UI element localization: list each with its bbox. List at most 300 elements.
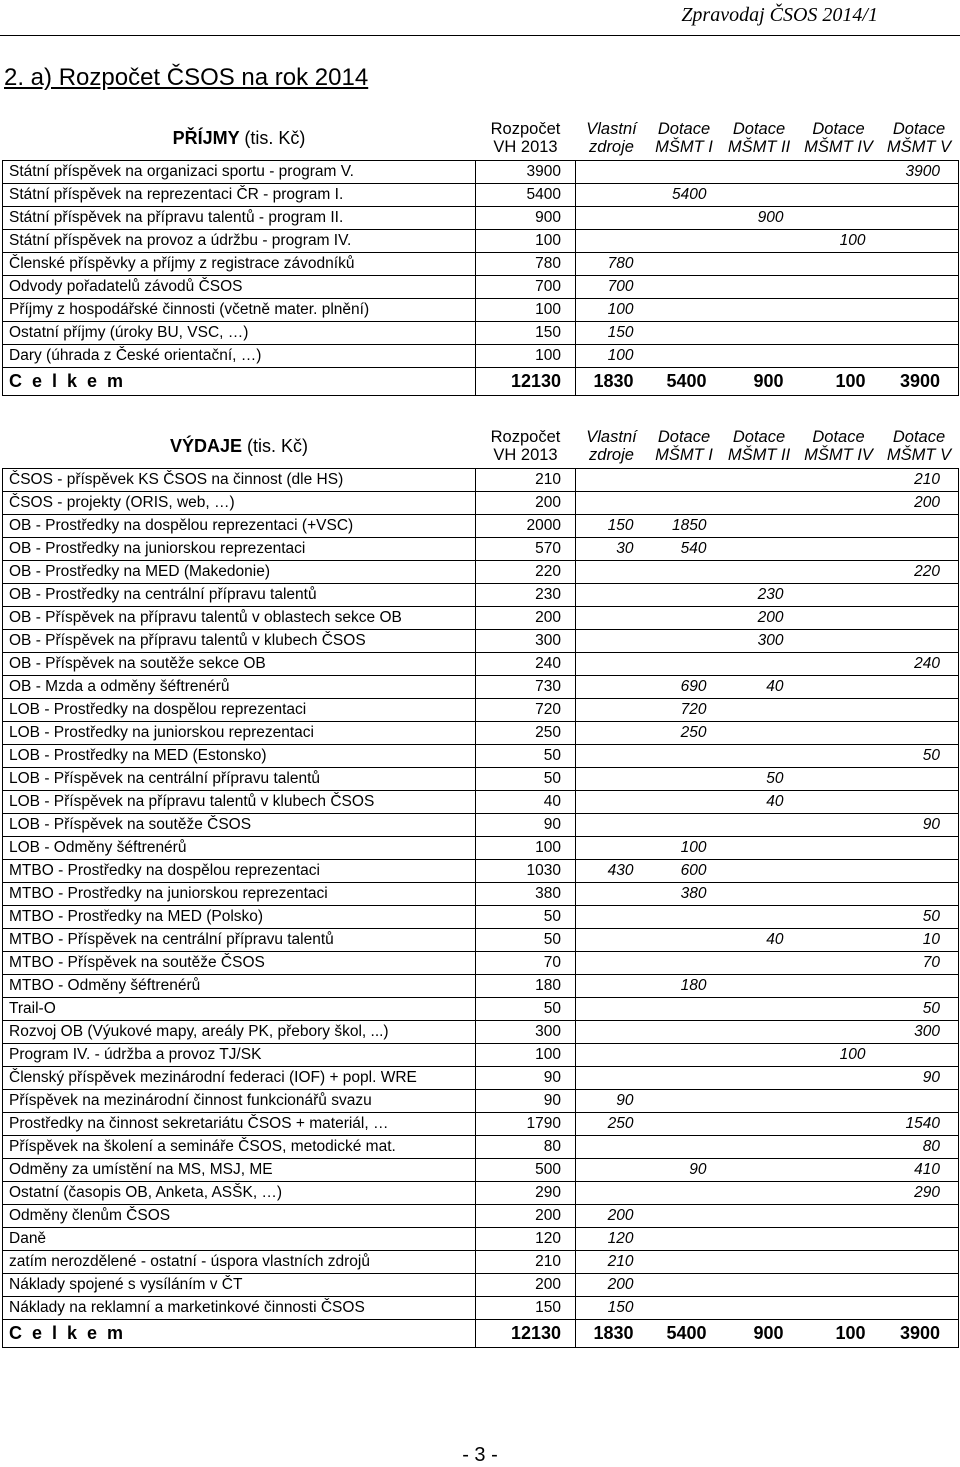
row-label: Státní příspěvek na organizaci sportu - program V. [3,161,476,184]
amount-cell [721,814,798,837]
amount-cell [648,276,721,299]
amount-cell [576,768,648,791]
amount-cell [576,1159,648,1182]
expense-unit: (tis. Kč) [247,436,309,456]
row-label: OB - Prostředky na juniorskou reprezentaci [3,538,476,561]
amount-cell [721,469,798,492]
amount-cell [798,607,880,630]
row-label: OB - Mzda a odměny šéftrenérů [3,676,476,699]
row-label: MTBO - Příspěvek na soutěže ČSOS [3,952,476,975]
amount-cell: 2000 [476,515,576,538]
income-title-cell [3,116,476,161]
amount-cell [721,975,798,998]
amount-cell [648,1113,721,1136]
column-header [880,424,959,469]
amount-cell: 80 [880,1136,959,1159]
amount-cell [798,1159,880,1182]
amount-cell [798,492,880,515]
amount-cell [648,814,721,837]
amount-cell: 1850 [648,515,721,538]
amount-cell: 720 [476,699,576,722]
amount-cell [880,538,959,561]
amount-cell: 150 [576,1297,648,1320]
income-table [2,116,959,396]
amount-cell: 210 [476,469,576,492]
amount-cell [648,1182,721,1205]
amount-cell: 1030 [476,860,576,883]
amount-cell [798,768,880,791]
amount-cell: 70 [476,952,576,975]
column-header [576,424,648,469]
table-row [3,883,959,906]
amount-cell [576,161,648,184]
amount-cell: 100 [798,230,880,253]
table-row [3,653,959,676]
amount-cell [721,883,798,906]
amount-cell [798,1067,880,1090]
amount-cell: 100 [576,345,648,368]
table-row [3,1205,959,1228]
amount-cell: 1790 [476,1113,576,1136]
amount-cell [798,653,880,676]
expense-table [2,424,959,1348]
amount-cell [721,653,798,676]
total-value: 5400 [648,368,721,396]
amount-cell [576,561,648,584]
row-label: MTBO - Prostředky na juniorskou reprezentaci [3,883,476,906]
row-label: MTBO - Prostředky na MED (Polsko) [3,906,476,929]
amount-cell [798,952,880,975]
column-header [798,424,880,469]
amount-cell: 1540 [880,1113,959,1136]
amount-cell [648,1274,721,1297]
amount-cell [880,230,959,253]
column-header-line1: Vlastní [586,428,637,446]
amount-cell: 720 [648,699,721,722]
amount-cell [798,276,880,299]
column-header-line1: Dotace [732,428,786,446]
amount-cell [576,630,648,653]
table-row [3,998,959,1021]
amount-cell: 3900 [880,161,959,184]
amount-cell: 200 [721,607,798,630]
amount-cell [648,998,721,1021]
amount-cell: 5400 [648,184,721,207]
column-header-line1: Rozpočet [490,120,561,138]
amount-cell [798,515,880,538]
table-row [3,207,959,230]
amount-cell [798,561,880,584]
amount-cell: 250 [476,722,576,745]
amount-cell: 200 [880,492,959,515]
amount-cell [576,1044,648,1067]
table-row [3,492,959,515]
row-label: Trail-O [3,998,476,1021]
table-row [3,584,959,607]
amount-cell: 70 [880,952,959,975]
row-label: ČSOS - příspěvek KS ČSOS na činnost (dle HS) [3,469,476,492]
row-label: Dary (úhrada z České orientační, …) [3,345,476,368]
row-label: MTBO - Příspěvek na centrální přípravu talentů [3,929,476,952]
table-row [3,276,959,299]
column-header-line2: VH 2013 [493,138,558,156]
table-row [3,538,959,561]
header-rule [0,35,960,36]
amount-cell: 250 [576,1113,648,1136]
amount-cell [798,860,880,883]
amount-cell [880,837,959,860]
row-label: MTBO - Odměny šéftrenérů [3,975,476,998]
table-row [3,722,959,745]
amount-cell: 50 [476,998,576,1021]
amount-cell: 100 [476,345,576,368]
amount-cell [576,883,648,906]
amount-cell: 500 [476,1159,576,1182]
amount-cell: 100 [476,299,576,322]
amount-cell: 210 [880,469,959,492]
amount-cell [576,653,648,676]
amount-cell [880,184,959,207]
table-row [3,253,959,276]
amount-cell [880,1228,959,1251]
amount-cell [576,1067,648,1090]
amount-cell: 5400 [476,184,576,207]
table-row [3,699,959,722]
total-row [3,1320,959,1348]
amount-cell [798,814,880,837]
amount-cell [721,492,798,515]
amount-cell [648,607,721,630]
amount-cell [648,1297,721,1320]
amount-cell [576,952,648,975]
row-label: OB - Příspěvek na soutěže sekce OB [3,653,476,676]
amount-cell: 90 [648,1159,721,1182]
amount-cell [880,722,959,745]
row-label: Ostatní příjmy (úroky BU, VSC, …) [3,322,476,345]
column-header-line1: Vlastní [586,120,637,138]
amount-cell [576,469,648,492]
amount-cell: 240 [476,653,576,676]
total-value: 1830 [576,368,648,396]
amount-cell [576,906,648,929]
amount-cell [648,745,721,768]
column-header-line2: zdroje [589,446,634,464]
amount-cell [798,906,880,929]
amount-cell: 300 [721,630,798,653]
amount-cell [648,906,721,929]
amount-cell [721,515,798,538]
row-label: Odvody pořadatelů závodů ČSOS [3,276,476,299]
amount-cell [798,1251,880,1274]
amount-cell [721,345,798,368]
table-row [3,299,959,322]
amount-cell: 210 [476,1251,576,1274]
amount-cell: 3900 [476,161,576,184]
amount-cell [721,322,798,345]
table-row [3,469,959,492]
row-label: LOB - Prostředky na juniorskou reprezentaci [3,722,476,745]
total-label: C e l k e m [3,368,476,396]
amount-cell [798,1205,880,1228]
amount-cell [648,253,721,276]
amount-cell [576,230,648,253]
amount-cell: 100 [476,1044,576,1067]
column-header-line2: MŠMT I [655,446,713,464]
amount-cell [576,837,648,860]
column-header [648,424,721,469]
table-row [3,745,959,768]
amount-cell [648,584,721,607]
amount-cell [798,791,880,814]
amount-cell: 150 [476,322,576,345]
column-header-line2: MŠMT II [727,446,791,464]
amount-cell: 200 [476,1274,576,1297]
amount-cell [721,1090,798,1113]
amount-cell: 200 [576,1274,648,1297]
amount-cell: 50 [880,906,959,929]
column-header-line2: MŠMT IV [804,446,873,464]
amount-cell [648,1251,721,1274]
row-label: Odměny členům ČSOS [3,1205,476,1228]
amount-cell [721,1159,798,1182]
amount-cell: 780 [476,253,576,276]
amount-cell [880,515,959,538]
row-label: Státní příspěvek na přípravu talentů - program II. [3,207,476,230]
amount-cell: 230 [721,584,798,607]
amount-cell: 730 [476,676,576,699]
amount-cell: 90 [880,1067,959,1090]
row-label: MTBO - Prostředky na dospělou reprezentaci [3,860,476,883]
row-label: OB - Příspěvek na přípravu talentů v klubech ČSOS [3,630,476,653]
amount-cell [880,299,959,322]
page-number: - 3 - [462,1444,498,1466]
amount-cell [721,276,798,299]
row-label: LOB - Příspěvek na centrální přípravu talentů [3,768,476,791]
row-label: OB - Prostředky na MED (Makedonie) [3,561,476,584]
amount-cell: 90 [476,1067,576,1090]
amount-cell [721,299,798,322]
table-row [3,837,959,860]
amount-cell [576,207,648,230]
amount-cell: 50 [476,929,576,952]
column-header-line2: MŠMT I [655,138,713,156]
amount-cell: 100 [476,230,576,253]
amount-cell [880,676,959,699]
amount-cell [798,929,880,952]
total-row [3,368,959,396]
total-value: 100 [798,1320,880,1348]
total-value: 900 [721,368,798,396]
amount-cell [880,207,959,230]
amount-cell: 690 [648,676,721,699]
row-label: OB - Prostředky na dospělou reprezentaci (+VSC) [3,515,476,538]
column-header-line1: Dotace [892,428,946,446]
amount-cell [721,1136,798,1159]
amount-cell: 300 [476,630,576,653]
amount-cell [721,1274,798,1297]
amount-cell: 10 [880,929,959,952]
column-header-line2: VH 2013 [493,446,558,464]
amount-cell [576,676,648,699]
amount-cell [648,1090,721,1113]
amount-cell: 120 [576,1228,648,1251]
amount-cell: 50 [476,768,576,791]
amount-cell: 90 [476,814,576,837]
amount-cell [576,1021,648,1044]
amount-cell: 100 [476,837,576,860]
amount-cell [648,1136,721,1159]
row-label: OB - Příspěvek na přípravu talentů v oblastech sekce OB [3,607,476,630]
amount-cell: 150 [576,322,648,345]
amount-cell [798,1274,880,1297]
amount-cell [721,998,798,1021]
column-header-line1: Dotace [892,120,946,138]
amount-cell [798,745,880,768]
row-label: Rozvoj OB (Výukové mapy, areály PK, přebory škol, ...) [3,1021,476,1044]
table-row [3,1044,959,1067]
amount-cell [721,837,798,860]
row-label: Státní příspěvek na reprezentaci ČR - program I. [3,184,476,207]
amount-cell [721,1228,798,1251]
amount-cell: 290 [880,1182,959,1205]
amount-cell [648,1044,721,1067]
amount-cell: 430 [576,860,648,883]
amount-cell [648,345,721,368]
amount-cell: 200 [476,607,576,630]
amount-cell: 230 [476,584,576,607]
column-header-line1: Dotace [812,428,865,446]
total-value: 5400 [648,1320,721,1348]
row-label: Členský příspěvek mezinárodní federaci (IOF) + popl. WRE [3,1067,476,1090]
amount-cell [648,1205,721,1228]
column-header-line1: Rozpočet [490,428,561,446]
amount-cell [880,322,959,345]
income-title: PŘÍJMY [172,128,240,148]
table-row [3,607,959,630]
amount-cell [880,584,959,607]
amount-cell: 200 [576,1205,648,1228]
row-label: Příjmy z hospodářské činnosti (včetně mater. plnění) [3,299,476,322]
amount-cell [880,860,959,883]
amount-cell [576,184,648,207]
amount-cell [648,561,721,584]
amount-cell: 100 [648,837,721,860]
amount-cell [880,345,959,368]
amount-cell [798,837,880,860]
amount-cell [721,1182,798,1205]
column-header [476,424,576,469]
table-row [3,860,959,883]
amount-cell [798,299,880,322]
amount-cell [721,161,798,184]
column-header-line1: Dotace [657,428,711,446]
amount-cell [648,492,721,515]
column-header-line2: MŠMT V [886,138,952,156]
amount-cell [721,860,798,883]
table-row [3,768,959,791]
amount-cell: 100 [798,1044,880,1067]
amount-cell: 300 [880,1021,959,1044]
amount-cell: 220 [880,561,959,584]
amount-cell [576,745,648,768]
amount-cell [721,1021,798,1044]
amount-cell [648,161,721,184]
table-row [3,791,959,814]
table-row [3,929,959,952]
amount-cell: 220 [476,561,576,584]
amount-cell [721,538,798,561]
amount-cell [880,1251,959,1274]
table-row [3,630,959,653]
amount-cell [576,975,648,998]
table-row [3,230,959,253]
amount-cell [648,653,721,676]
amount-cell [648,791,721,814]
amount-cell [798,584,880,607]
amount-cell [721,906,798,929]
amount-cell [880,1274,959,1297]
column-header [721,424,798,469]
amount-cell [576,814,648,837]
amount-cell [721,1044,798,1067]
amount-cell [798,1021,880,1044]
amount-cell [798,253,880,276]
amount-cell: 600 [648,860,721,883]
row-label: Náklady spojené s vysíláním v ČT [3,1274,476,1297]
row-label: Ostatní (časopis OB, Anketa, ASŠK, …) [3,1182,476,1205]
amount-cell: 40 [721,676,798,699]
row-label: Odměny za umístění na MS, MSJ, ME [3,1159,476,1182]
table-row [3,1297,959,1320]
amount-cell [880,607,959,630]
amount-cell: 780 [576,253,648,276]
amount-cell: 200 [476,492,576,515]
table-row [3,952,959,975]
table-row [3,1274,959,1297]
amount-cell: 540 [648,538,721,561]
table-row [3,1159,959,1182]
column-header-line2: MŠMT V [886,446,952,464]
amount-cell [798,207,880,230]
amount-cell: 90 [880,814,959,837]
amount-cell: 250 [648,722,721,745]
row-label: zatím nerozdělené - ostatní - úspora vlastních zdrojů [3,1251,476,1274]
amount-cell [798,1228,880,1251]
table-row [3,1136,959,1159]
amount-cell [798,630,880,653]
row-label: Prostředky na činnost sekretariátu ČSOS + materiál, … [3,1113,476,1136]
amount-cell [648,299,721,322]
amount-cell: 290 [476,1182,576,1205]
row-label: Příspěvek na školení a semináře ČSOS, metodické mat. [3,1136,476,1159]
amount-cell [648,322,721,345]
amount-cell [721,1205,798,1228]
amount-cell [648,1021,721,1044]
amount-cell [648,230,721,253]
amount-cell [648,630,721,653]
amount-cell [576,1136,648,1159]
amount-cell [576,929,648,952]
table-row [3,1113,959,1136]
row-label: Příspěvek na mezinárodní činnost funkcionářů svazu [3,1090,476,1113]
amount-cell [648,1228,721,1251]
amount-cell [880,791,959,814]
amount-cell [798,538,880,561]
column-header [476,116,576,161]
amount-cell [576,998,648,1021]
amount-cell [721,253,798,276]
amount-cell: 210 [576,1251,648,1274]
